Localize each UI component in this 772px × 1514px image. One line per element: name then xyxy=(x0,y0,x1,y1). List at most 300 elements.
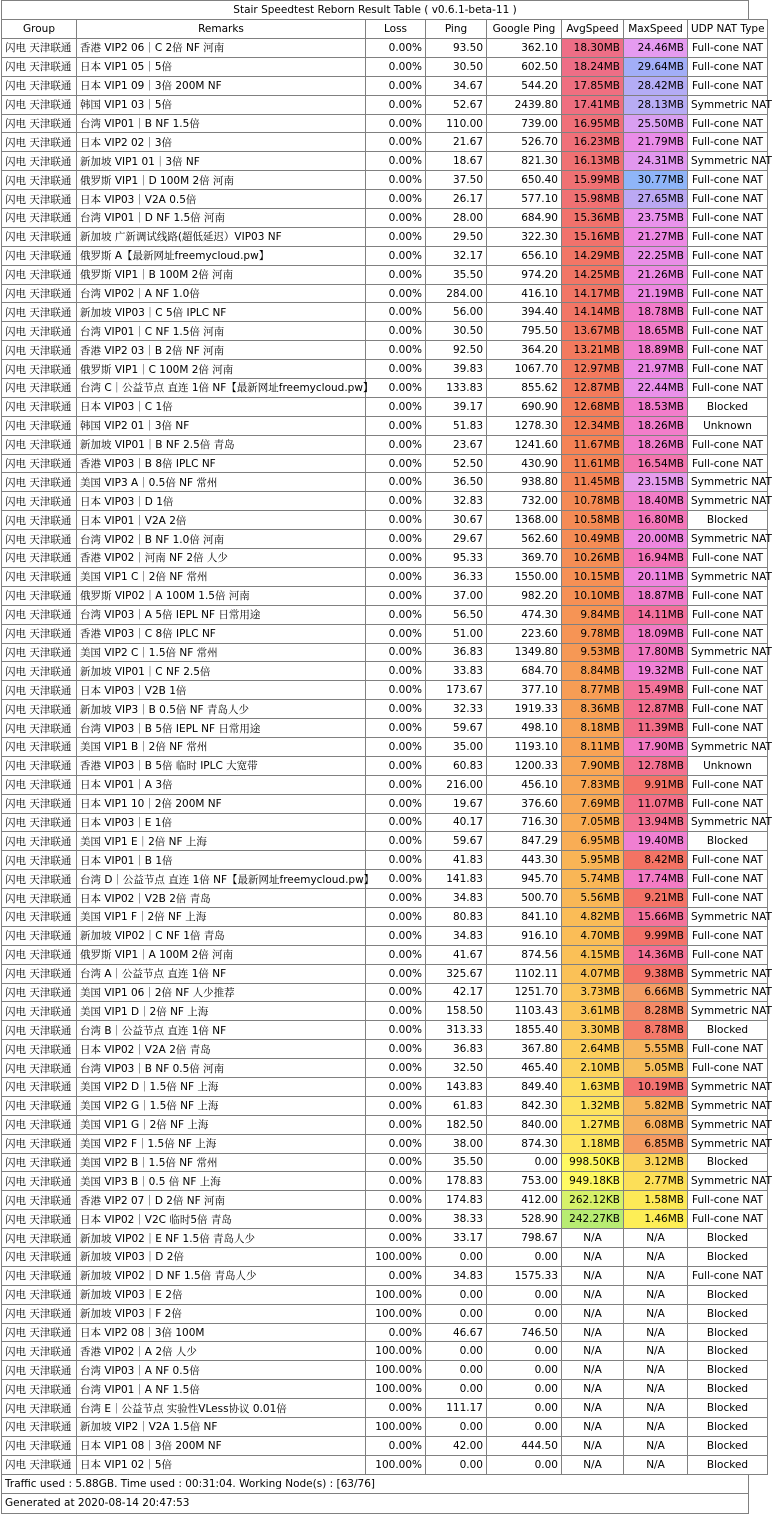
remarks-cell: 新加坡 VIP02｜D NF 1.5倍 青岛人少 xyxy=(77,1266,366,1285)
loss-cell: 100.00% xyxy=(366,1304,426,1323)
remarks-cell: 台湾 VIP01｜A NF 1.5倍 xyxy=(77,1380,366,1399)
avg-speed-cell: 11.67MB xyxy=(562,435,624,454)
google-ping-cell: 684.90 xyxy=(487,209,562,228)
loss-cell: 0.00% xyxy=(366,1323,426,1342)
remarks-cell: 美国 VIP2 F｜1.5倍 NF 上海 xyxy=(77,1134,366,1153)
group-cell: 闪电 天津联通 xyxy=(2,227,77,246)
ping-cell: 42.00 xyxy=(426,1436,487,1455)
loss-cell: 0.00% xyxy=(366,133,426,152)
ping-cell: 37.50 xyxy=(426,171,487,190)
avg-speed-cell: 4.70MB xyxy=(562,926,624,945)
google-ping-cell: 841.10 xyxy=(487,907,562,926)
table-row xyxy=(2,1285,768,1304)
google-ping-cell: 0.00 xyxy=(487,1153,562,1172)
ping-cell: 36.83 xyxy=(426,643,487,662)
remarks-cell: 台湾 E｜公益节点 实验性VLess协议 0.01倍 xyxy=(77,1399,366,1418)
col-header-remarks: Remarks xyxy=(77,20,366,39)
group-cell: 闪电 天津联通 xyxy=(2,57,77,76)
ping-cell: 178.83 xyxy=(426,1172,487,1191)
group-cell: 闪电 天津联通 xyxy=(2,1399,77,1418)
remarks-cell: 台湾 VIP01｜C NF 1.5倍 河南 xyxy=(77,322,366,341)
table-row xyxy=(2,549,768,568)
table-row xyxy=(2,95,768,114)
max-speed-cell: 18.65MB xyxy=(624,322,688,341)
table-row xyxy=(2,756,768,775)
loss-cell: 0.00% xyxy=(366,605,426,624)
google-ping-cell: 821.30 xyxy=(487,152,562,171)
table-row xyxy=(2,322,768,341)
google-ping-cell: 1193.10 xyxy=(487,737,562,756)
avg-speed-cell: 262.12KB xyxy=(562,1191,624,1210)
table-row xyxy=(2,1077,768,1096)
avg-speed-cell: 14.25MB xyxy=(562,265,624,284)
avg-speed-cell: 4.15MB xyxy=(562,945,624,964)
max-speed-cell: 5.82MB xyxy=(624,1096,688,1115)
remarks-cell: 新加坡 VIP03｜F 2倍 xyxy=(77,1304,366,1323)
table-row xyxy=(2,454,768,473)
remarks-cell: 台湾 VIP03｜B 5倍 IEPL NF 日常用途 xyxy=(77,719,366,738)
google-ping-cell: 474.30 xyxy=(487,605,562,624)
remarks-cell: 台湾 D｜公益节点 直连 1倍 NF【最新网址freemycloud.pw】 xyxy=(77,870,366,889)
avg-speed-cell: N/A xyxy=(562,1361,624,1380)
group-cell: 闪电 天津联通 xyxy=(2,416,77,435)
avg-speed-cell: 8.77MB xyxy=(562,681,624,700)
table-title: Stair Speedtest Reborn Result Table ( v0.6.1-beta-11 ) xyxy=(1,0,749,19)
udp-nat-cell: Symmetric NAT xyxy=(688,813,768,832)
max-speed-cell: 18.78MB xyxy=(624,303,688,322)
remarks-cell: 美国 VIP3 B｜0.5 倍 NF 上海 xyxy=(77,1172,366,1191)
ping-cell: 36.50 xyxy=(426,473,487,492)
group-cell: 闪电 天津联通 xyxy=(2,1153,77,1172)
udp-nat-cell: Blocked xyxy=(688,1304,768,1323)
loss-cell: 0.00% xyxy=(366,1210,426,1229)
max-speed-cell: N/A xyxy=(624,1342,688,1361)
max-speed-cell: 21.79MB xyxy=(624,133,688,152)
remarks-cell: 日本 VIP1 05｜5倍 xyxy=(77,57,366,76)
google-ping-cell: 1919.33 xyxy=(487,700,562,719)
udp-nat-cell: Full-cone NAT xyxy=(688,114,768,133)
avg-speed-cell: N/A xyxy=(562,1342,624,1361)
group-cell: 闪电 天津联通 xyxy=(2,964,77,983)
avg-speed-cell: 12.68MB xyxy=(562,397,624,416)
group-cell: 闪电 天津联通 xyxy=(2,397,77,416)
google-ping-cell: 1103.43 xyxy=(487,1002,562,1021)
google-ping-cell: 0.00 xyxy=(487,1380,562,1399)
table-row xyxy=(2,907,768,926)
table-row xyxy=(2,1172,768,1191)
remarks-cell: 日本 VIP02｜V2A 2倍 青岛 xyxy=(77,1040,366,1059)
remarks-cell: 日本 VIP03｜C 1倍 xyxy=(77,397,366,416)
loss-cell: 0.00% xyxy=(366,851,426,870)
ping-cell: 110.00 xyxy=(426,114,487,133)
ping-cell: 56.50 xyxy=(426,605,487,624)
table-row xyxy=(2,926,768,945)
udp-nat-cell: Full-cone NAT xyxy=(688,190,768,209)
ping-cell: 0.00 xyxy=(426,1418,487,1437)
loss-cell: 100.00% xyxy=(366,1248,426,1267)
google-ping-cell: 847.29 xyxy=(487,832,562,851)
group-cell: 闪电 天津联通 xyxy=(2,133,77,152)
google-ping-cell: 1575.33 xyxy=(487,1266,562,1285)
google-ping-cell: 369.70 xyxy=(487,549,562,568)
loss-cell: 0.00% xyxy=(366,284,426,303)
table-row xyxy=(2,227,768,246)
ping-cell: 29.50 xyxy=(426,227,487,246)
group-cell: 闪电 天津联通 xyxy=(2,1248,77,1267)
table-row xyxy=(2,870,768,889)
table-row xyxy=(2,152,768,171)
google-ping-cell: 840.00 xyxy=(487,1115,562,1134)
max-speed-cell: 6.66MB xyxy=(624,983,688,1002)
google-ping-cell: 0.00 xyxy=(487,1361,562,1380)
group-cell: 闪电 天津联通 xyxy=(2,1134,77,1153)
table-row xyxy=(2,775,768,794)
max-speed-cell: 6.08MB xyxy=(624,1115,688,1134)
google-ping-cell: 364.20 xyxy=(487,341,562,360)
table-row xyxy=(2,435,768,454)
table-row xyxy=(2,662,768,681)
max-speed-cell: N/A xyxy=(624,1304,688,1323)
ping-cell: 182.50 xyxy=(426,1115,487,1134)
avg-speed-cell: N/A xyxy=(562,1266,624,1285)
avg-speed-cell: 17.41MB xyxy=(562,95,624,114)
group-cell: 闪电 天津联通 xyxy=(2,95,77,114)
remarks-cell: 日本 VIP03｜V2B 1倍 xyxy=(77,681,366,700)
remarks-cell: 台湾 B｜公益节点 直连 1倍 NF xyxy=(77,1021,366,1040)
remarks-cell: 日本 VIP03｜V2A 0.5倍 xyxy=(77,190,366,209)
google-ping-cell: 1067.70 xyxy=(487,360,562,379)
remarks-cell: 台湾 VIP03｜A NF 0.5倍 xyxy=(77,1361,366,1380)
ping-cell: 0.00 xyxy=(426,1455,487,1474)
ping-cell: 19.67 xyxy=(426,794,487,813)
group-cell: 闪电 天津联通 xyxy=(2,1077,77,1096)
udp-nat-cell: Full-cone NAT xyxy=(688,926,768,945)
loss-cell: 0.00% xyxy=(366,549,426,568)
group-cell: 闪电 天津联通 xyxy=(2,76,77,95)
max-speed-cell: 8.28MB xyxy=(624,1002,688,1021)
generated-timestamp: Generated at 2020-08-14 20:47:53 xyxy=(1,1494,749,1514)
ping-cell: 80.83 xyxy=(426,907,487,926)
google-ping-cell: 1278.30 xyxy=(487,416,562,435)
max-speed-cell: N/A xyxy=(624,1248,688,1267)
google-ping-cell: 444.50 xyxy=(487,1436,562,1455)
avg-speed-cell: 4.07MB xyxy=(562,964,624,983)
google-ping-cell: 1368.00 xyxy=(487,511,562,530)
loss-cell: 0.00% xyxy=(366,435,426,454)
table-row xyxy=(2,1002,768,1021)
udp-nat-cell: Blocked xyxy=(688,1021,768,1040)
udp-nat-cell: Full-cone NAT xyxy=(688,246,768,265)
table-row xyxy=(2,1096,768,1115)
udp-nat-cell: Full-cone NAT xyxy=(688,39,768,58)
avg-speed-cell: 14.14MB xyxy=(562,303,624,322)
avg-speed-cell: 5.56MB xyxy=(562,889,624,908)
table-row xyxy=(2,303,768,322)
udp-nat-cell: Symmetric NAT xyxy=(688,737,768,756)
loss-cell: 0.00% xyxy=(366,1399,426,1418)
col-header-loss: Loss xyxy=(366,20,426,39)
remarks-cell: 日本 VIP01｜A 3倍 xyxy=(77,775,366,794)
table-row xyxy=(2,1323,768,1342)
table-row xyxy=(2,1361,768,1380)
group-cell: 闪电 天津联通 xyxy=(2,511,77,530)
group-cell: 闪电 天津联通 xyxy=(2,1266,77,1285)
udp-nat-cell: Symmetric NAT xyxy=(688,530,768,549)
udp-nat-cell: Full-cone NAT xyxy=(688,133,768,152)
avg-speed-cell: 10.26MB xyxy=(562,549,624,568)
remarks-cell: 日本 VIP03｜E 1倍 xyxy=(77,813,366,832)
avg-speed-cell: 8.11MB xyxy=(562,737,624,756)
avg-speed-cell: 10.10MB xyxy=(562,586,624,605)
google-ping-cell: 874.30 xyxy=(487,1134,562,1153)
google-ping-cell: 322.30 xyxy=(487,227,562,246)
loss-cell: 0.00% xyxy=(366,907,426,926)
max-speed-cell: 18.26MB xyxy=(624,435,688,454)
google-ping-cell: 2439.80 xyxy=(487,95,562,114)
google-ping-cell: 416.10 xyxy=(487,284,562,303)
google-ping-cell: 498.10 xyxy=(487,719,562,738)
max-speed-cell: 19.32MB xyxy=(624,662,688,681)
loss-cell: 0.00% xyxy=(366,1059,426,1078)
table-row xyxy=(2,851,768,870)
loss-cell: 100.00% xyxy=(366,1342,426,1361)
loss-cell: 0.00% xyxy=(366,397,426,416)
ping-cell: 313.33 xyxy=(426,1021,487,1040)
max-speed-cell: 9.38MB xyxy=(624,964,688,983)
group-cell: 闪电 天津联通 xyxy=(2,265,77,284)
table-row xyxy=(2,719,768,738)
ping-cell: 32.83 xyxy=(426,492,487,511)
col-header-udp-nat: UDP NAT Type xyxy=(688,20,768,39)
udp-nat-cell: Blocked xyxy=(688,1380,768,1399)
avg-speed-cell: 8.18MB xyxy=(562,719,624,738)
loss-cell: 0.00% xyxy=(366,775,426,794)
remarks-cell: 香港 VIP02｜河南 NF 2倍 人少 xyxy=(77,549,366,568)
google-ping-cell: 465.40 xyxy=(487,1059,562,1078)
group-cell: 闪电 天津联通 xyxy=(2,643,77,662)
ping-cell: 51.00 xyxy=(426,624,487,643)
remarks-cell: 美国 VIP1 06｜2倍 NF 人少推荐 xyxy=(77,983,366,1002)
remarks-cell: 日本 VIP2 02｜3倍 xyxy=(77,133,366,152)
avg-speed-cell: 1.27MB xyxy=(562,1115,624,1134)
traffic-summary: Traffic used : 5.88GB. Time used : 00:31:04. Working Node(s) : [63/76] xyxy=(1,1475,749,1495)
ping-cell: 59.67 xyxy=(426,719,487,738)
google-ping-cell: 0.00 xyxy=(487,1399,562,1418)
avg-speed-cell: N/A xyxy=(562,1436,624,1455)
ping-cell: 141.83 xyxy=(426,870,487,889)
udp-nat-cell: Symmetric NAT xyxy=(688,95,768,114)
remarks-cell: 美国 VIP2 D｜1.5倍 NF 上海 xyxy=(77,1077,366,1096)
remarks-cell: 日本 VIP01｜B 1倍 xyxy=(77,851,366,870)
google-ping-cell: 1102.11 xyxy=(487,964,562,983)
loss-cell: 0.00% xyxy=(366,756,426,775)
avg-speed-cell: 6.95MB xyxy=(562,832,624,851)
ping-cell: 33.17 xyxy=(426,1229,487,1248)
avg-speed-cell: 242.27KB xyxy=(562,1210,624,1229)
avg-speed-cell: 15.99MB xyxy=(562,171,624,190)
udp-nat-cell: Full-cone NAT xyxy=(688,227,768,246)
google-ping-cell: 1251.70 xyxy=(487,983,562,1002)
max-speed-cell: 16.54MB xyxy=(624,454,688,473)
table-row xyxy=(2,700,768,719)
ping-cell: 0.00 xyxy=(426,1361,487,1380)
google-ping-cell: 528.90 xyxy=(487,1210,562,1229)
table-row xyxy=(2,284,768,303)
group-cell: 闪电 天津联通 xyxy=(2,586,77,605)
udp-nat-cell: Symmetric NAT xyxy=(688,492,768,511)
ping-cell: 30.67 xyxy=(426,511,487,530)
table-row xyxy=(2,530,768,549)
max-speed-cell: 27.65MB xyxy=(624,190,688,209)
ping-cell: 325.67 xyxy=(426,964,487,983)
max-speed-cell: 21.26MB xyxy=(624,265,688,284)
table-row xyxy=(2,813,768,832)
group-cell: 闪电 天津联通 xyxy=(2,492,77,511)
remarks-cell: 美国 VIP1 G｜2倍 NF 上海 xyxy=(77,1115,366,1134)
avg-speed-cell: 7.90MB xyxy=(562,756,624,775)
ping-cell: 39.83 xyxy=(426,360,487,379)
google-ping-cell: 223.60 xyxy=(487,624,562,643)
table-row xyxy=(2,1210,768,1229)
table-row xyxy=(2,397,768,416)
loss-cell: 0.00% xyxy=(366,719,426,738)
loss-cell: 0.00% xyxy=(366,813,426,832)
loss-cell: 0.00% xyxy=(366,794,426,813)
ping-cell: 0.00 xyxy=(426,1380,487,1399)
remarks-cell: 新加坡 VIP01｜B NF 2.5倍 青岛 xyxy=(77,435,366,454)
remarks-cell: 新加坡 VIP3｜B 0.5倍 NF 青岛人少 xyxy=(77,700,366,719)
google-ping-cell: 1349.80 xyxy=(487,643,562,662)
udp-nat-cell: Full-cone NAT xyxy=(688,171,768,190)
remarks-cell: 美国 VIP2 C｜1.5倍 NF 常州 xyxy=(77,643,366,662)
remarks-cell: 台湾 VIP03｜A 5倍 IEPL NF 日常用途 xyxy=(77,605,366,624)
group-cell: 闪电 天津联通 xyxy=(2,530,77,549)
table-row xyxy=(2,114,768,133)
avg-speed-cell: N/A xyxy=(562,1248,624,1267)
max-speed-cell: N/A xyxy=(624,1380,688,1399)
remarks-cell: 新加坡 广新调试线路(超低延迟）VIP03 NF xyxy=(77,227,366,246)
loss-cell: 0.00% xyxy=(366,76,426,95)
loss-cell: 0.00% xyxy=(366,1134,426,1153)
group-cell: 闪电 天津联通 xyxy=(2,1021,77,1040)
ping-cell: 93.50 xyxy=(426,39,487,58)
remarks-cell: 俄罗斯 VIP1｜B 100M 2倍 河南 xyxy=(77,265,366,284)
google-ping-cell: 746.50 xyxy=(487,1323,562,1342)
google-ping-cell: 500.70 xyxy=(487,889,562,908)
google-ping-cell: 795.50 xyxy=(487,322,562,341)
ping-cell: 60.83 xyxy=(426,756,487,775)
remarks-cell: 日本 VIP02｜V2C 临时5倍 青岛 xyxy=(77,1210,366,1229)
ping-cell: 34.67 xyxy=(426,76,487,95)
udp-nat-cell: Full-cone NAT xyxy=(688,454,768,473)
ping-cell: 38.00 xyxy=(426,1134,487,1153)
group-cell: 闪电 天津联通 xyxy=(2,246,77,265)
avg-speed-cell: 12.87MB xyxy=(562,379,624,398)
group-cell: 闪电 天津联通 xyxy=(2,756,77,775)
google-ping-cell: 650.40 xyxy=(487,171,562,190)
max-speed-cell: 21.19MB xyxy=(624,284,688,303)
remarks-cell: 台湾 VIP02｜B NF 1.0倍 河南 xyxy=(77,530,366,549)
max-speed-cell: 15.49MB xyxy=(624,681,688,700)
ping-cell: 35.50 xyxy=(426,1153,487,1172)
avg-speed-cell: 18.30MB xyxy=(562,39,624,58)
google-ping-cell: 456.10 xyxy=(487,775,562,794)
avg-speed-cell: 9.84MB xyxy=(562,605,624,624)
max-speed-cell: 11.07MB xyxy=(624,794,688,813)
loss-cell: 0.00% xyxy=(366,209,426,228)
avg-speed-cell: 16.95MB xyxy=(562,114,624,133)
group-cell: 闪电 天津联通 xyxy=(2,945,77,964)
ping-cell: 174.83 xyxy=(426,1191,487,1210)
google-ping-cell: 526.70 xyxy=(487,133,562,152)
udp-nat-cell: Symmetric NAT xyxy=(688,1115,768,1134)
avg-speed-cell: 3.30MB xyxy=(562,1021,624,1040)
loss-cell: 0.00% xyxy=(366,95,426,114)
avg-speed-cell: N/A xyxy=(562,1285,624,1304)
remarks-cell: 美国 VIP2 G｜1.5倍 NF 上海 xyxy=(77,1096,366,1115)
max-speed-cell: 12.78MB xyxy=(624,756,688,775)
loss-cell: 0.00% xyxy=(366,1115,426,1134)
avg-speed-cell: 15.16MB xyxy=(562,227,624,246)
udp-nat-cell: Unknown xyxy=(688,756,768,775)
loss-cell: 0.00% xyxy=(366,322,426,341)
max-speed-cell: N/A xyxy=(624,1436,688,1455)
table-row xyxy=(2,1059,768,1078)
max-speed-cell: 28.42MB xyxy=(624,76,688,95)
google-ping-cell: 1241.60 xyxy=(487,435,562,454)
avg-speed-cell: 7.83MB xyxy=(562,775,624,794)
udp-nat-cell: Full-cone NAT xyxy=(688,1191,768,1210)
ping-cell: 33.83 xyxy=(426,662,487,681)
table-row xyxy=(2,1455,768,1474)
group-cell: 闪电 天津联通 xyxy=(2,171,77,190)
max-speed-cell: 22.25MB xyxy=(624,246,688,265)
max-speed-cell: 17.80MB xyxy=(624,643,688,662)
loss-cell: 100.00% xyxy=(366,1380,426,1399)
max-speed-cell: N/A xyxy=(624,1361,688,1380)
table-row xyxy=(2,57,768,76)
google-ping-cell: 684.70 xyxy=(487,662,562,681)
group-cell: 闪电 天津联通 xyxy=(2,1059,77,1078)
group-cell: 闪电 天津联通 xyxy=(2,926,77,945)
loss-cell: 0.00% xyxy=(366,454,426,473)
group-cell: 闪电 天津联通 xyxy=(2,1361,77,1380)
group-cell: 闪电 天津联通 xyxy=(2,39,77,58)
remarks-cell: 韩国 VIP2 01｜3倍 NF xyxy=(77,416,366,435)
loss-cell: 0.00% xyxy=(366,416,426,435)
loss-cell: 0.00% xyxy=(366,700,426,719)
ping-cell: 28.00 xyxy=(426,209,487,228)
avg-speed-cell: 1.32MB xyxy=(562,1096,624,1115)
ping-cell: 32.50 xyxy=(426,1059,487,1078)
google-ping-cell: 916.10 xyxy=(487,926,562,945)
table-row xyxy=(2,379,768,398)
remarks-cell: 日本 VIP2 08｜3倍 100M xyxy=(77,1323,366,1342)
udp-nat-cell: Full-cone NAT xyxy=(688,322,768,341)
udp-nat-cell: Full-cone NAT xyxy=(688,265,768,284)
table-body xyxy=(2,39,772,1475)
loss-cell: 0.00% xyxy=(366,246,426,265)
ping-cell: 158.50 xyxy=(426,1002,487,1021)
avg-speed-cell: 14.29MB xyxy=(562,246,624,265)
group-cell: 闪电 天津联通 xyxy=(2,1380,77,1399)
google-ping-cell: 0.00 xyxy=(487,1342,562,1361)
max-speed-cell: N/A xyxy=(624,1455,688,1474)
ping-cell: 173.67 xyxy=(426,681,487,700)
ping-cell: 216.00 xyxy=(426,775,487,794)
google-ping-cell: 1855.40 xyxy=(487,1021,562,1040)
loss-cell: 0.00% xyxy=(366,1172,426,1191)
